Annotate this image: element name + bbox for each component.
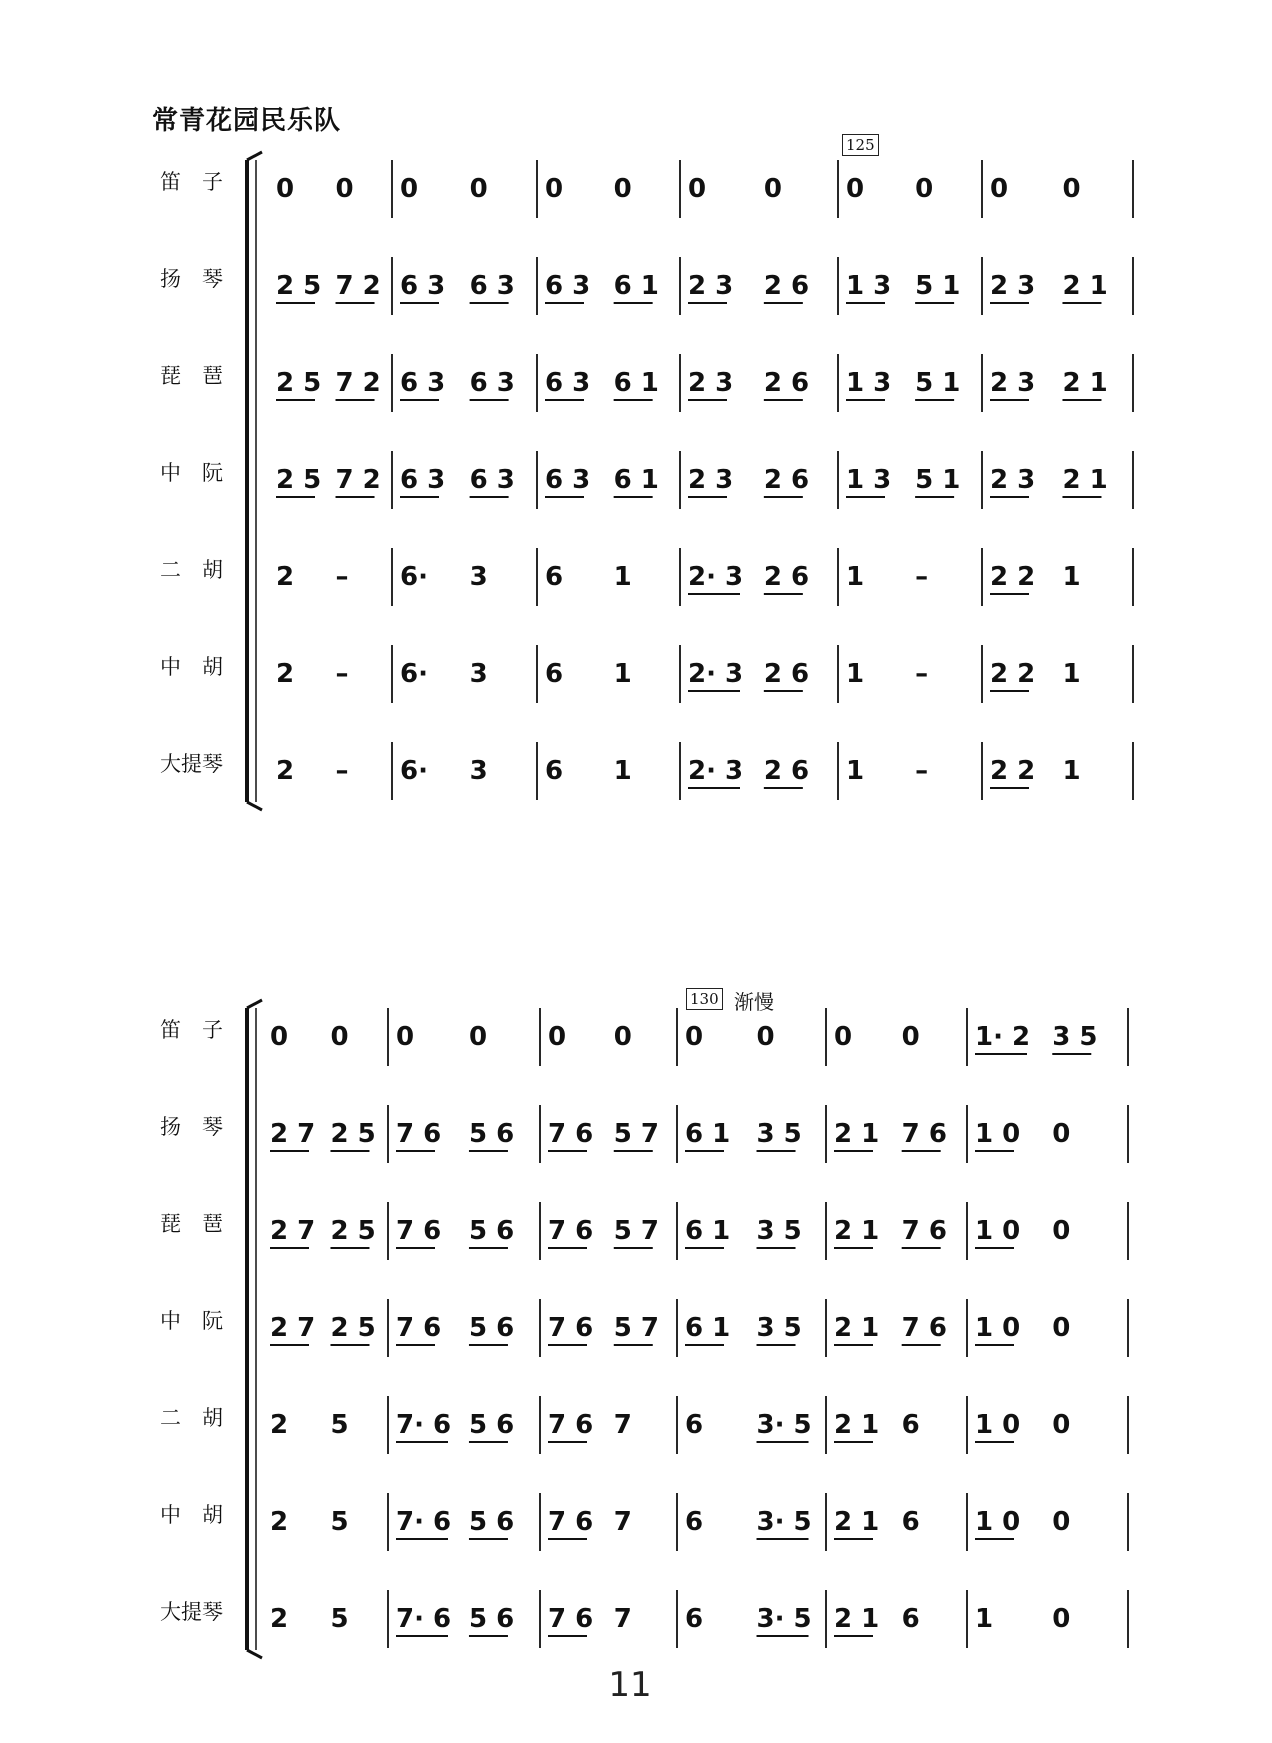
note-group: 2 6 (763, 368, 810, 398)
note-group: – (335, 562, 349, 592)
note-group: 2 (270, 1410, 289, 1440)
note-group: 1 (1062, 562, 1081, 592)
note-group: 2 1 (834, 1313, 880, 1343)
note-group: 0 (834, 1022, 853, 1052)
note-group: – (335, 659, 349, 689)
instrument-label: 二 胡 (160, 1406, 223, 1430)
note-group: 2 3 (990, 465, 1036, 495)
note-group: 7 6 (548, 1313, 594, 1343)
note-group: 2 3 (688, 465, 734, 495)
note-group: 5 6 (468, 1313, 515, 1343)
note-group: 6 3 (545, 465, 591, 495)
note-group: 2 (270, 1507, 289, 1537)
note-group: 0 (545, 174, 564, 204)
note-group: 2 1 (834, 1216, 880, 1246)
note-group: 2 6 (763, 562, 810, 592)
note-group: 2 6 (763, 271, 810, 301)
note-group: 5 (330, 1410, 349, 1440)
note-group: 2 2 (990, 756, 1036, 786)
note-group: 2 (276, 562, 295, 592)
note-group: – (335, 756, 349, 786)
note-group: 1 (613, 756, 632, 786)
note-group: 1 3 (846, 368, 892, 398)
note-group: 6 (545, 659, 564, 689)
note-group: 0 (1052, 1507, 1071, 1537)
note-group: 7 (613, 1410, 632, 1440)
note-group: 2· 3 (688, 756, 744, 786)
note-group: 0 (688, 174, 707, 204)
note-group: – (915, 756, 929, 786)
note-group: 0 (270, 1022, 289, 1052)
instrument-label: 中 阮 (160, 1309, 223, 1333)
note-group: 3 5 (756, 1216, 802, 1246)
note-group: 0 (763, 174, 782, 204)
note-group: 0 (276, 174, 295, 204)
note-group: 3 (469, 756, 488, 786)
note-group: 1 0 (975, 1216, 1021, 1246)
instrument-label: 大提琴 (160, 752, 223, 776)
rehearsal-mark: 125 (842, 134, 879, 156)
note-group: 6 1 (685, 1119, 731, 1149)
note-group: 3 (469, 562, 488, 592)
note-group: 1 (1062, 659, 1081, 689)
note-group: 7· 6 (396, 1604, 452, 1634)
note-group: 2 5 (276, 465, 322, 495)
note-group: 0 (613, 174, 632, 204)
note-group: 6 1 (685, 1313, 731, 1343)
note-group: 2 6 (763, 659, 810, 689)
note-group: 2 5 (276, 271, 322, 301)
note-group: 3· 5 (756, 1410, 812, 1440)
instrument-label: 二 胡 (160, 558, 223, 582)
note-group: 6· (400, 756, 428, 786)
instrument-label: 大提琴 (160, 1600, 223, 1624)
note-group: 0 (1052, 1604, 1071, 1634)
note-group: 2 3 (688, 271, 734, 301)
note-group: 5 7 (613, 1216, 659, 1246)
note-group: 2 1 (1062, 368, 1108, 398)
note-group: 0 (400, 174, 419, 204)
note-group: 1 0 (975, 1507, 1021, 1537)
note-group: 2 5 (330, 1313, 376, 1343)
note-group: 2 1 (834, 1604, 880, 1634)
note-group: 6 (685, 1410, 704, 1440)
note-group: 2· 3 (688, 659, 744, 689)
note-group: 5 7 (613, 1119, 659, 1149)
note-group: 7 6 (548, 1604, 594, 1634)
note-group: 2 6 (763, 465, 810, 495)
instrument-label: 中 胡 (160, 1503, 223, 1527)
rehearsal-mark: 130 (686, 988, 723, 1010)
note-group: 0 (468, 1022, 488, 1052)
note-group: 7 6 (396, 1313, 442, 1343)
note-group: 6 1 (613, 465, 659, 495)
note-group: 5 7 (613, 1313, 659, 1343)
note-group: 7 (613, 1507, 632, 1537)
note-group: – (915, 659, 929, 689)
note-group: 2 1 (834, 1507, 880, 1537)
note-group: 2 2 (990, 562, 1036, 592)
note-group: 6· (400, 562, 428, 592)
note-group: 5 6 (468, 1216, 515, 1246)
note-group: 7 6 (548, 1216, 594, 1246)
note-group: 2 3 (688, 368, 734, 398)
note-group: 1 (846, 756, 865, 786)
note-group: 2 6 (763, 756, 810, 786)
note-group: 2 1 (1062, 465, 1108, 495)
note-group: 5 1 (915, 465, 961, 495)
note-group: 6 3 (400, 368, 446, 398)
page-number: 11 (608, 1665, 652, 1705)
note-group: 1 (613, 562, 632, 592)
note-group: 1· 2 (975, 1022, 1031, 1052)
note-group: 3 5 (756, 1313, 802, 1343)
note-group: 7· 6 (396, 1410, 452, 1440)
instrument-label: 扬 琴 (160, 267, 223, 291)
note-group: 2· 3 (688, 562, 744, 592)
note-group: 0 (548, 1022, 567, 1052)
note-group: 2 7 (270, 1313, 316, 1343)
note-group: 7· 6 (396, 1507, 452, 1537)
note-group: 7 6 (548, 1410, 594, 1440)
note-group: 0 (1062, 174, 1081, 204)
note-group: 7 (613, 1604, 632, 1634)
note-group: 6 3 (469, 465, 515, 495)
note-group: 5 6 (468, 1604, 515, 1634)
instrument-label: 中 胡 (160, 655, 223, 679)
note-group: 3· 5 (756, 1507, 812, 1537)
note-group: 0 (990, 174, 1009, 204)
note-group: 6 (901, 1604, 920, 1634)
note-group: 7 6 (901, 1313, 947, 1343)
note-group: 7 6 (901, 1119, 947, 1149)
note-group: 7 6 (901, 1216, 947, 1246)
note-group: 5 1 (915, 368, 961, 398)
note-group: 0 (469, 174, 488, 204)
instrument-label: 笛 子 (160, 1018, 223, 1042)
note-group: 6 3 (545, 368, 591, 398)
note-group: 2 2 (990, 659, 1036, 689)
note-group: 1 0 (975, 1119, 1021, 1149)
note-group: 1 (846, 659, 865, 689)
instrument-label: 扬 琴 (160, 1115, 223, 1139)
note-group: 0 (1052, 1119, 1071, 1149)
note-group: 6 3 (400, 465, 446, 495)
note-group: 1 (975, 1604, 994, 1634)
instrument-label: 中 阮 (160, 461, 223, 485)
note-group: 7 2 (335, 368, 381, 398)
note-group: 2 (276, 659, 295, 689)
note-group: 2 1 (834, 1119, 880, 1149)
note-group: 2 7 (270, 1119, 316, 1149)
note-group: 0 (685, 1022, 704, 1052)
note-group: 0 (901, 1022, 920, 1052)
note-group: 6 (685, 1507, 704, 1537)
note-group: 1 0 (975, 1313, 1021, 1343)
note-group: 0 (396, 1022, 415, 1052)
note-group: 0 (1052, 1313, 1071, 1343)
note-group: 2 7 (270, 1216, 316, 1246)
note-group: 3 5 (1052, 1022, 1098, 1052)
note-group: 6 (901, 1410, 920, 1440)
note-group: 1 (613, 659, 632, 689)
instrument-label: 琵 琶 (160, 364, 223, 388)
tempo-marking: 渐慢 (734, 990, 774, 1014)
note-group: 5 6 (468, 1507, 515, 1537)
note-group: 0 (613, 1022, 632, 1052)
note-group: 2 1 (834, 1410, 880, 1440)
note-group: 3· 5 (756, 1604, 812, 1634)
note-group: 1 (846, 562, 865, 592)
note-group: 5 (330, 1507, 349, 1537)
note-group: 6 1 (613, 368, 659, 398)
note-group: 7 6 (396, 1216, 442, 1246)
note-group: 6 (545, 756, 564, 786)
note-group: 2 (270, 1604, 289, 1634)
note-group: 0 (756, 1022, 775, 1052)
note-group: 0 (1052, 1216, 1071, 1246)
note-group: 7 2 (335, 465, 381, 495)
note-group: 6· (400, 659, 428, 689)
note-group: 3 (469, 659, 488, 689)
note-group: 6 3 (469, 368, 515, 398)
instrument-label: 琵 琶 (160, 1212, 223, 1236)
note-group: 2 3 (990, 368, 1036, 398)
note-group: 5 6 (468, 1119, 515, 1149)
note-group: 0 (330, 1022, 349, 1052)
note-group: 6 (545, 562, 564, 592)
note-group: 7 2 (335, 271, 381, 301)
note-group: 5 (330, 1604, 349, 1634)
note-group: 2 1 (1062, 271, 1108, 301)
note-group: 1 0 (975, 1410, 1021, 1440)
note-group: 2 5 (330, 1216, 376, 1246)
note-group: 2 3 (990, 271, 1036, 301)
note-group: 0 (846, 174, 865, 204)
note-group: 6 (901, 1507, 920, 1537)
note-group: 2 5 (276, 368, 322, 398)
note-group: 6 1 (613, 271, 659, 301)
note-group: 6 1 (685, 1216, 731, 1246)
note-group: – (915, 562, 929, 592)
note-group: 6 3 (400, 271, 446, 301)
note-group: 0 (335, 174, 354, 204)
note-group: 0 (915, 174, 934, 204)
note-group: 6 (685, 1604, 704, 1634)
instrument-label: 笛 子 (160, 170, 223, 194)
note-group: 5 1 (915, 271, 961, 301)
note-group: 7 6 (548, 1119, 594, 1149)
note-group: 2 (276, 756, 295, 786)
note-group: 6 3 (469, 271, 515, 301)
note-group: 1 3 (846, 271, 892, 301)
score-title: 常青花园民乐队 (152, 106, 342, 136)
note-group: 1 (1062, 756, 1081, 786)
note-group: 7 6 (548, 1507, 594, 1537)
note-group: 2 5 (330, 1119, 376, 1149)
note-group: 1 3 (846, 465, 892, 495)
note-group: 6 3 (545, 271, 591, 301)
note-group: 3 5 (756, 1119, 802, 1149)
note-group: 0 (1052, 1410, 1071, 1440)
note-group: 7 6 (396, 1119, 442, 1149)
note-group: 5 6 (468, 1410, 515, 1440)
